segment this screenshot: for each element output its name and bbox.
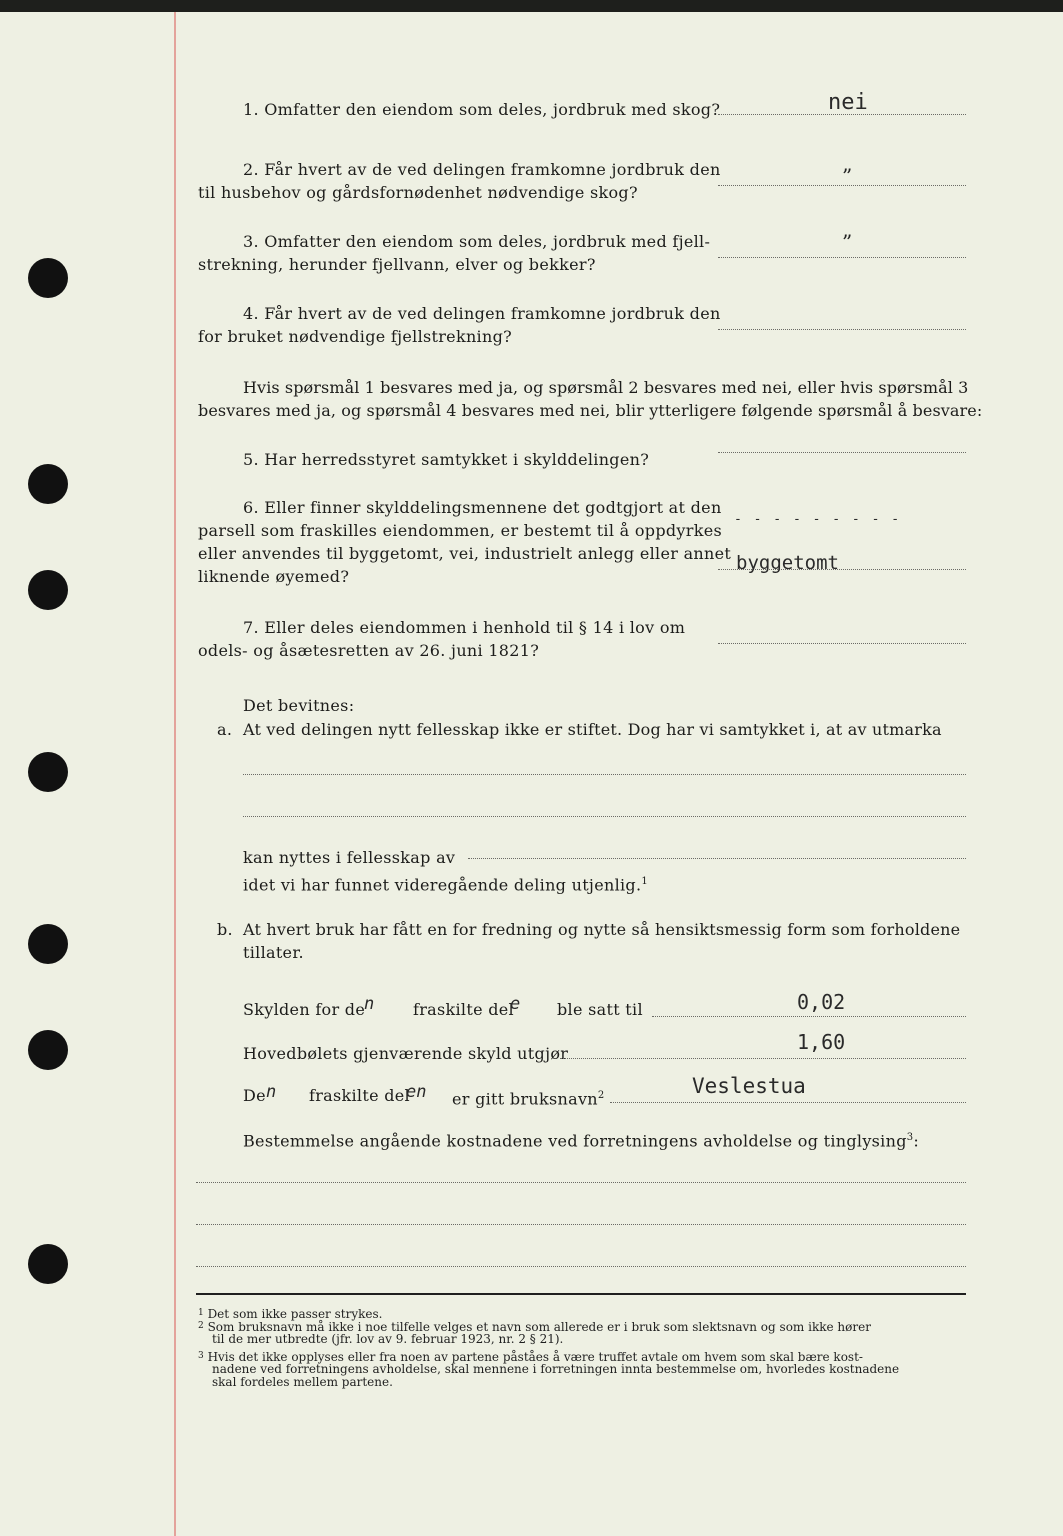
question-3-line-1: 3. Omfatter den eiendom som deles, jordbruk med fjell- (243, 232, 711, 251)
footnote-text: Det som ikke passer strykes. (207, 1307, 383, 1321)
footnote-ref: 3 (906, 1132, 914, 1143)
attest-a-label: a. (217, 720, 233, 739)
hoved-label: Hovedbølets gjenværende skyld utgjør (243, 1044, 569, 1063)
question-6-line-3: eller anvendes til byggetomt, vei, industrielt anlegg eller annet (198, 544, 732, 563)
fill-line (243, 774, 966, 775)
footnote-number: 1 (198, 1308, 204, 1318)
footnote-ref: 2 (597, 1090, 605, 1101)
hoved-value: 1,60 (797, 1030, 846, 1054)
skyld-hw-1: n (364, 994, 375, 1014)
answer-line-7 (718, 643, 966, 644)
bruksnavn-hw-1: n (266, 1082, 277, 1102)
question-4-line-2: for bruket nødvendige fjellstrekning? (198, 327, 512, 346)
attest-b-label: b. (217, 920, 233, 939)
answer-3-ditto: ” (842, 230, 853, 254)
question-6-line-1: 6. Eller finner skylddelingsmennene det godtgjort at den (243, 498, 722, 517)
skyld-part-2: fraskilte del (413, 1000, 514, 1019)
question-2-line-1: 2. Får hvert av de ved delingen framkomne jordbruk den (243, 160, 721, 179)
bruksnavn-hw-2: en (406, 1082, 427, 1102)
bestemmelse-text: Bestemmelse angående kostnadene ved forretningens avholdelse og tinglysing (243, 1131, 907, 1151)
attest-a-idet (243, 870, 648, 896)
bruksnavn-part-2: fraskilte del (309, 1086, 410, 1105)
attest-a-kan: kan nyttes i fellesskap av (243, 848, 456, 867)
question-4-line-1: 4. Får hvert av de ved delingen framkomne jordbruk den (243, 304, 721, 323)
attest-b-line-2: tillater. (243, 943, 304, 962)
bruksnavn-value: Veslestua (692, 1074, 806, 1098)
fill-line (243, 816, 966, 817)
footnote-1 (198, 1307, 382, 1321)
skyld-part-1: Skylden for de (243, 1000, 366, 1019)
footnote-number: 2 (198, 1321, 204, 1331)
question-7-line-2: odels- og åsætesretten av 26. juni 1821? (198, 641, 540, 660)
fill-line (560, 1058, 966, 1059)
bestemmelse (243, 1126, 919, 1152)
instruction-line-1: Hvis spørsmål 1 besvares med ja, og spørsmål 2 besvares med nei, eller hvis spørsmål 3 (243, 378, 969, 397)
footnote-2-line-2: til de mer utbredte (jfr. lov av 9. februar 1923, nr. 2 § 21). (212, 1332, 564, 1346)
footnote-number: 3 (198, 1351, 204, 1361)
question-3-line-2: strekning, herunder fjellvann, elver og bekker? (198, 255, 596, 274)
punch-hole (28, 1030, 68, 1070)
attest-heading: Det bevitnes: (243, 696, 355, 715)
bruksnavn-part-3 (452, 1084, 605, 1110)
punch-hole (28, 924, 68, 964)
fill-line (196, 1224, 966, 1225)
question-7-line-1: 7. Eller deles eiendommen i henhold til § 14 i lov om (243, 618, 686, 637)
answer-1: nei (828, 90, 868, 115)
question-6-line-2: parsell som fraskilles eiendommen, er bestemt til å oppdyrkes (198, 521, 722, 540)
question-2-line-2: til husbehov og gårdsfornødenhet nødvendige skog? (198, 183, 638, 202)
punch-hole (28, 1244, 68, 1284)
instruction-line-2: besvares med ja, og spørsmål 4 besvares med nei, blir ytterligere følgende spørsmål å besvare: (198, 401, 983, 420)
fill-line (196, 1182, 966, 1183)
fill-line (196, 1266, 966, 1267)
skyld-hw-2: e (510, 994, 521, 1014)
fill-line (652, 1016, 966, 1017)
skyld-part-3: ble satt til (557, 1000, 643, 1019)
attest-b-line-1: At hvert bruk har fått en for fredning og nytte så hensiktsmessig form som forholdene (243, 920, 961, 939)
attest-a-idet-text: idet vi har funnet videregående deling utjenlig. (243, 875, 642, 895)
footnote-3-line-2: nadene ved forretningens avholdelse, skal mennene i forretningen innta bestemmelse om, hvorledes kostnadene (212, 1362, 900, 1376)
attest-a-text: At ved delingen nytt fellesskap ikke er stiftet. Dog har vi samtykket i, at av utmarka (243, 720, 942, 739)
question-5: 5. Har herredsstyret samtykket i skylddelingen? (243, 450, 650, 469)
answer-6: byggetomt (736, 552, 839, 574)
question-1: 1. Omfatter den eiendom som deles, jordbruk med skog? (243, 100, 721, 119)
question-6-line-4: liknende øyemed? (198, 567, 350, 586)
fill-line (468, 858, 966, 859)
skyld-value: 0,02 (797, 990, 846, 1014)
bestemmelse-colon: : (913, 1131, 920, 1151)
punch-hole (28, 464, 68, 504)
answer-line-5 (718, 452, 966, 453)
punch-hole (28, 258, 68, 298)
footnote-3-line-3: skal fordeles mellem partene. (212, 1375, 393, 1389)
answer-2-ditto: ” (842, 164, 853, 188)
punch-hole (28, 570, 68, 610)
punch-hole (28, 752, 68, 792)
bruksnavn-part-1: De (243, 1086, 266, 1105)
answer-line-3 (718, 257, 966, 258)
document-page (0, 12, 1063, 1536)
answer-line-4 (718, 329, 966, 330)
bruksnavn-text: er gitt bruksnavn (452, 1089, 598, 1109)
struck-answer: - - - - - - - - - (734, 512, 902, 527)
footnote-ref: 1 (641, 876, 649, 887)
margin-line (174, 12, 176, 1536)
footnote-text: Som bruksnavn må ikke i noe tilfelle velges et navn som allerede er i bruk som slektsnavn og som ikke hører (207, 1320, 871, 1334)
footnote-text: Hvis det ikke opplyses eller fra noen av partene påståes å være truffet avtale om hvem som skal bære kost- (207, 1350, 863, 1364)
footnote-rule (196, 1293, 966, 1295)
fill-line (610, 1102, 966, 1103)
